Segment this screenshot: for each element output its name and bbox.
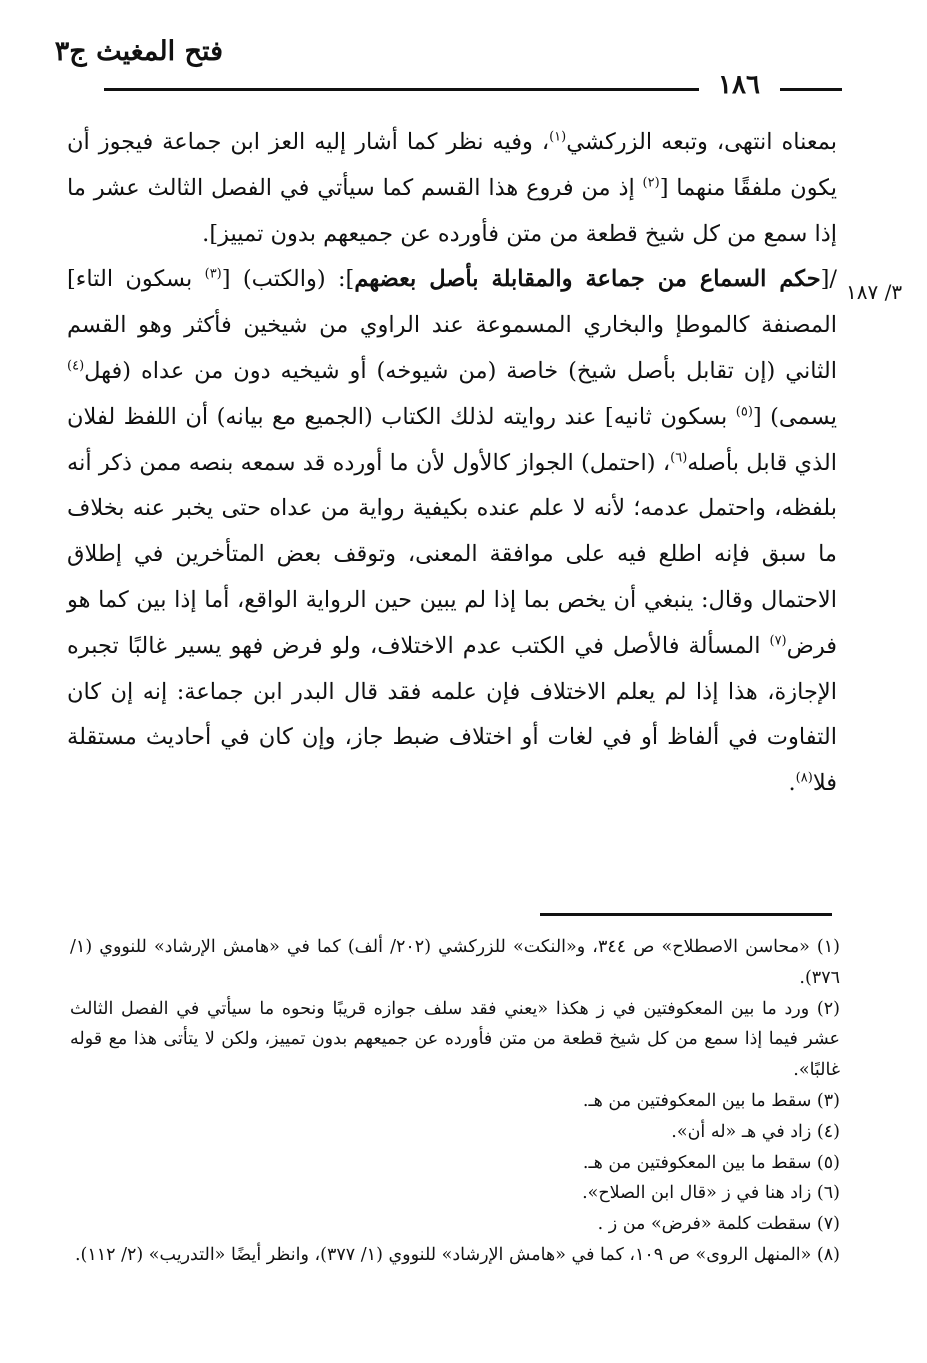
- footnote-separator: [540, 913, 832, 916]
- footnote-marker-7: (٧): [769, 633, 787, 649]
- margin-page-reference: ٣/ ١٨٧: [846, 280, 903, 304]
- footnote-2: (٢) ورد ما بين المعكوفتين في ز هكذا «يعني فقد سلف جوازه قريبًا ونحوه ما سيأتي في الفصل الثالث عشر فيما إذا سمع من كل شيخ قطعة من متن فأورده عن جميعهم بدون تمييز، ولكن لا يتأتى هذا مع قوله غالبًا».: [70, 998, 840, 1081]
- text-run: المسألة فالأصل في الكتب عدم الاختلاف، ولو فرض فهو يسير غالبًا تجبره الإجازة، هذا إذا لم يعلم الاختلاف فإن علمه فقد قال البدر ابن جماعة: إنه إن كان التفاوت في ألفاظ أو في لغات أو اختلاف ضبط جاز، وإن كان في أحاديث مستقلة فلا: [67, 632, 837, 797]
- paragraph-2: [67, 257, 837, 807]
- footnote-8: (٨) «المنهل الروى» ص ١٠٩، كما في «هامش الإرشاد» للنووي (١/ ٣٧٧)، وانظر أيضًا «التدريب» (٢/ ١١٢).: [74, 1244, 840, 1265]
- text-run: يسمى) [: [752, 403, 837, 430]
- text-run: ، وفيه نظر كما أشار إليه العز ابن جماعة فيجوز أن يكون ملفقًا منهما [: [67, 129, 837, 201]
- header-rule: [104, 88, 699, 91]
- footnote-7: (٧) سقطت كلمة «فرض» من ز .: [597, 1214, 840, 1235]
- text-run: ، (احتمل) الجواز كالأول لأن ما أورده قد سمعه بنصه ممن ذكر أنه بلفظه، واحتمل عدمه؛ لأنه لا علم عنده بكيفية رواية من عداه حتى يخبر عنه بخلاف ما سبق فإنه اطلع فيه على موافقة المعنى، وتوقف بعض المتأخرين في إطلاق الاحتمال وقال: ينبغي أن يخص بما إذا لم يبين حين الرواية الواقع، أما إذا بين كما هو فرض: [67, 449, 837, 659]
- running-head-title: فتح المغيث ج٣: [54, 36, 223, 67]
- footnote-marker-3: (٣): [204, 266, 222, 282]
- paragraph-1: [67, 120, 837, 257]
- header-rule-short: [780, 88, 842, 91]
- footnote-5: (٥) سقط ما بين المعكوفتين من هـ.: [582, 1152, 840, 1173]
- text-run: ]: (والكتب) [: [221, 266, 355, 293]
- text-run: /[: [820, 266, 837, 293]
- footnote-marker-5: (٥): [735, 404, 753, 420]
- text-run: إذ من فروع هذا القسم كما سيأتي في الفصل الثالث عشر ما إذا سمع من كل شيخ قطعة من متن فأورده عن جميعهم بدون تمييز].: [67, 174, 837, 247]
- footnote-4: (٤) زاد في هـ «له أن».: [671, 1121, 840, 1142]
- footnote-1: (١) «محاسن الاصطلاح» ص ٣٤٤، و«النكت» للزركشي (٢٠٢/ ألف) كما في «هامش الإرشاد» للنووي (١/ ٣٧٦).: [70, 937, 840, 988]
- footnote-marker-8: (٨): [795, 770, 813, 786]
- text-run: .: [788, 770, 796, 797]
- text-run: بسكون ثانيه] عند روايته لذلك الكتاب (الجميع مع بيانه) أن اللفظ لفلان الذي قابل بأصله: [67, 403, 838, 476]
- text-run: بمعناه انتهى، وتبعه الزركشي: [566, 129, 837, 155]
- main-text: [67, 120, 837, 807]
- text-run: بسكون التاء] المصنفة كالموطإ والبخاري المسموعة عند الراوي من شيخين فأكثر وهو القسم الثاني (إن تقابل بأصل شيخ) خاصة (من شيوخه) أو شيخيه دون من عداه (فهل: [67, 266, 837, 384]
- page-number: ١٨٦: [718, 70, 760, 100]
- section-heading: حكم السماع من جماعة والمقابلة بأصل بعضهم: [354, 266, 821, 293]
- footnote-3: (٣) سقط ما بين المعكوفتين من هـ.: [582, 1090, 840, 1111]
- footnote-6: (٦) زاد هنا في ز «قال ابن الصلاح».: [582, 1183, 840, 1204]
- footnote-marker-1: (١): [549, 129, 567, 145]
- footnote-marker-6: (٦): [670, 450, 688, 466]
- footnote-marker-2: (٢): [642, 175, 660, 191]
- footnotes: [70, 932, 840, 1271]
- footnote-marker-4: (٤): [67, 358, 85, 374]
